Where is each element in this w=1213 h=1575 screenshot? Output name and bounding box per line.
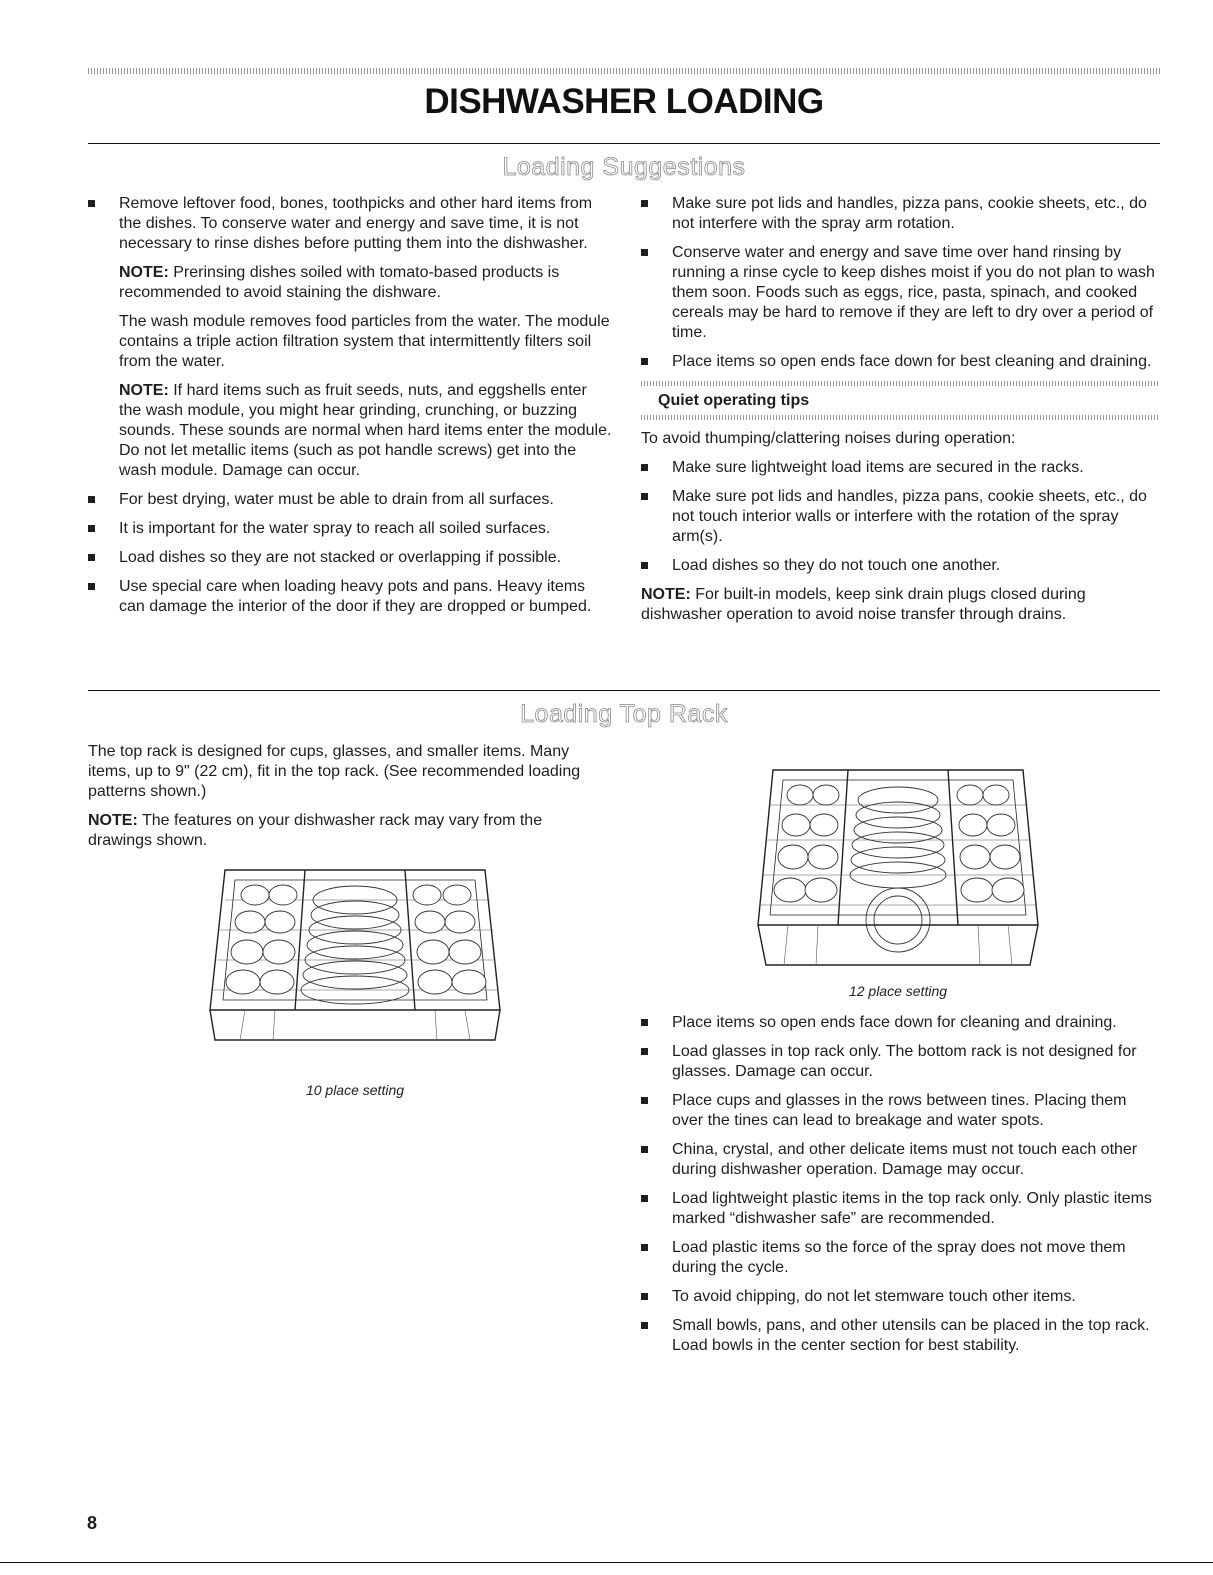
list-item: To avoid chipping, do not let stemware touch other items. <box>641 1287 1160 1307</box>
note-paragraph: NOTE: For built-in models, keep sink drain plugs closed during dishwasher operation to avoid noise transfer through drains. <box>641 586 1086 623</box>
list-item: Make sure pot lids and handles, pizza pans, cookie sheets, etc., do not interfere with the spray arm rotation. <box>641 194 1160 234</box>
quiet-tips-intro: To avoid thumping/clattering noises during operation: <box>641 430 1016 447</box>
section-rule <box>88 690 1160 691</box>
suggestions-notes <box>88 263 613 481</box>
rack-10-place-illustration <box>195 860 515 1075</box>
note-paragraph: NOTE: If hard items such as fruit seeds, nuts, and eggshells enter the wash module, you might hear grinding, crunching, or buzzing sounds. These sounds are normal when hard items enter the module. Do not let metallic items (such as pot handle screws) get into the wash module. Damage can occur. <box>119 382 612 479</box>
list-item: It is important for the water spray to reach all soiled surfaces. <box>88 519 613 539</box>
loading-top-rack-heading: Loading Top Rack <box>520 700 728 728</box>
suggestions-right-column <box>641 194 1160 634</box>
list-item: Load dishes so they do not touch one another. <box>641 556 1160 576</box>
subhead-stripe <box>641 415 1160 420</box>
caption-10-place: 10 place setting <box>305 1082 405 1098</box>
list-item: Make sure pot lids and handles, pizza pans, cookie sheets, etc., do not touch interior walls or interfere with the rotation of the spray arm(s). <box>641 487 1160 547</box>
list-item: Place cups and glasses in the rows between tines. Placing them over the tines can lead to breakage and water spots. <box>641 1091 1160 1131</box>
list-item: Use special care when loading heavy pots and pans. Heavy items can damage the interior of the door if they are dropped or bumped. <box>88 577 613 617</box>
list-item: Load plastic items so the force of the spray does not move them during the cycle. <box>641 1238 1160 1278</box>
rack-12-place-illustration <box>748 760 1048 975</box>
subhead-stripe <box>641 381 1160 386</box>
intro-paragraph: The top rack is designed for cups, glasses, and smaller items. Many items, up to 9" (22 cm), fit in the top rack. (See recommended loading patterns shown.) <box>88 743 581 800</box>
list-item: Load lightweight plastic items in the top rack only. Only plastic items marked “dishwasher safe” are recommended. <box>641 1189 1160 1229</box>
footer-rule <box>0 1562 1213 1563</box>
loading-suggestions-heading: Loading Suggestions <box>502 153 746 181</box>
page-number: 8 <box>87 1513 98 1533</box>
top-rack-bullets <box>641 1013 1160 1365</box>
list-item: Remove leftover food, bones, toothpicks and other hard items from the dishes. To conserve water and energy and save time, it is not necessary to rinse dishes before putting them into the dishwasher. <box>88 194 613 254</box>
list-item: Conserve water and energy and save time over hand rinsing by running a rinse cycle to keep dishes moist if you do not plan to wash them soon. Foods such as eggs, rice, pasta, spinach, and cooked cereals may be hard to remove if they are left to dry over a period of time. <box>641 243 1160 343</box>
top-rack-intro <box>88 742 603 860</box>
list-item: Place items so open ends face down for cleaning and draining. <box>641 1013 1160 1033</box>
list-item: Small bowls, pans, and other utensils can be placed in the top rack. Load bowls in the center section for best stability. <box>641 1316 1160 1356</box>
note-paragraph: NOTE: Prerinsing dishes soiled with tomato-based products is recommended to avoid staining the dishware. <box>119 264 560 301</box>
list-item: For best drying, water must be able to drain from all surfaces. <box>88 490 613 510</box>
header-rule <box>88 143 1160 144</box>
suggestions-left-column <box>88 194 613 626</box>
list-item: China, crystal, and other delicate items must not touch each other during dishwasher operation. Damage may occur. <box>641 1140 1160 1180</box>
list-item: Load dishes so they are not stacked or overlapping if possible. <box>88 548 613 568</box>
wash-module-paragraph: The wash module removes food particles from the water. The module contains a triple action filtration system that intermittently filters soil from the water. <box>119 313 610 370</box>
list-item: Place items so open ends face down for best cleaning and draining. <box>641 352 1160 372</box>
note-paragraph: NOTE: The features on your dishwasher rack may vary from the drawings shown. <box>88 812 543 849</box>
list-item: Load glasses in top rack only. The bottom rack is not designed for glasses. Damage can occur. <box>641 1042 1160 1082</box>
caption-12-place: 12 place setting <box>848 983 948 999</box>
page-title: DISHWASHER LOADING <box>424 82 824 121</box>
quiet-tips-heading: Quiet operating tips <box>658 392 810 409</box>
header-stripe <box>88 68 1160 74</box>
list-item: Make sure lightweight load items are secured in the racks. <box>641 458 1160 478</box>
